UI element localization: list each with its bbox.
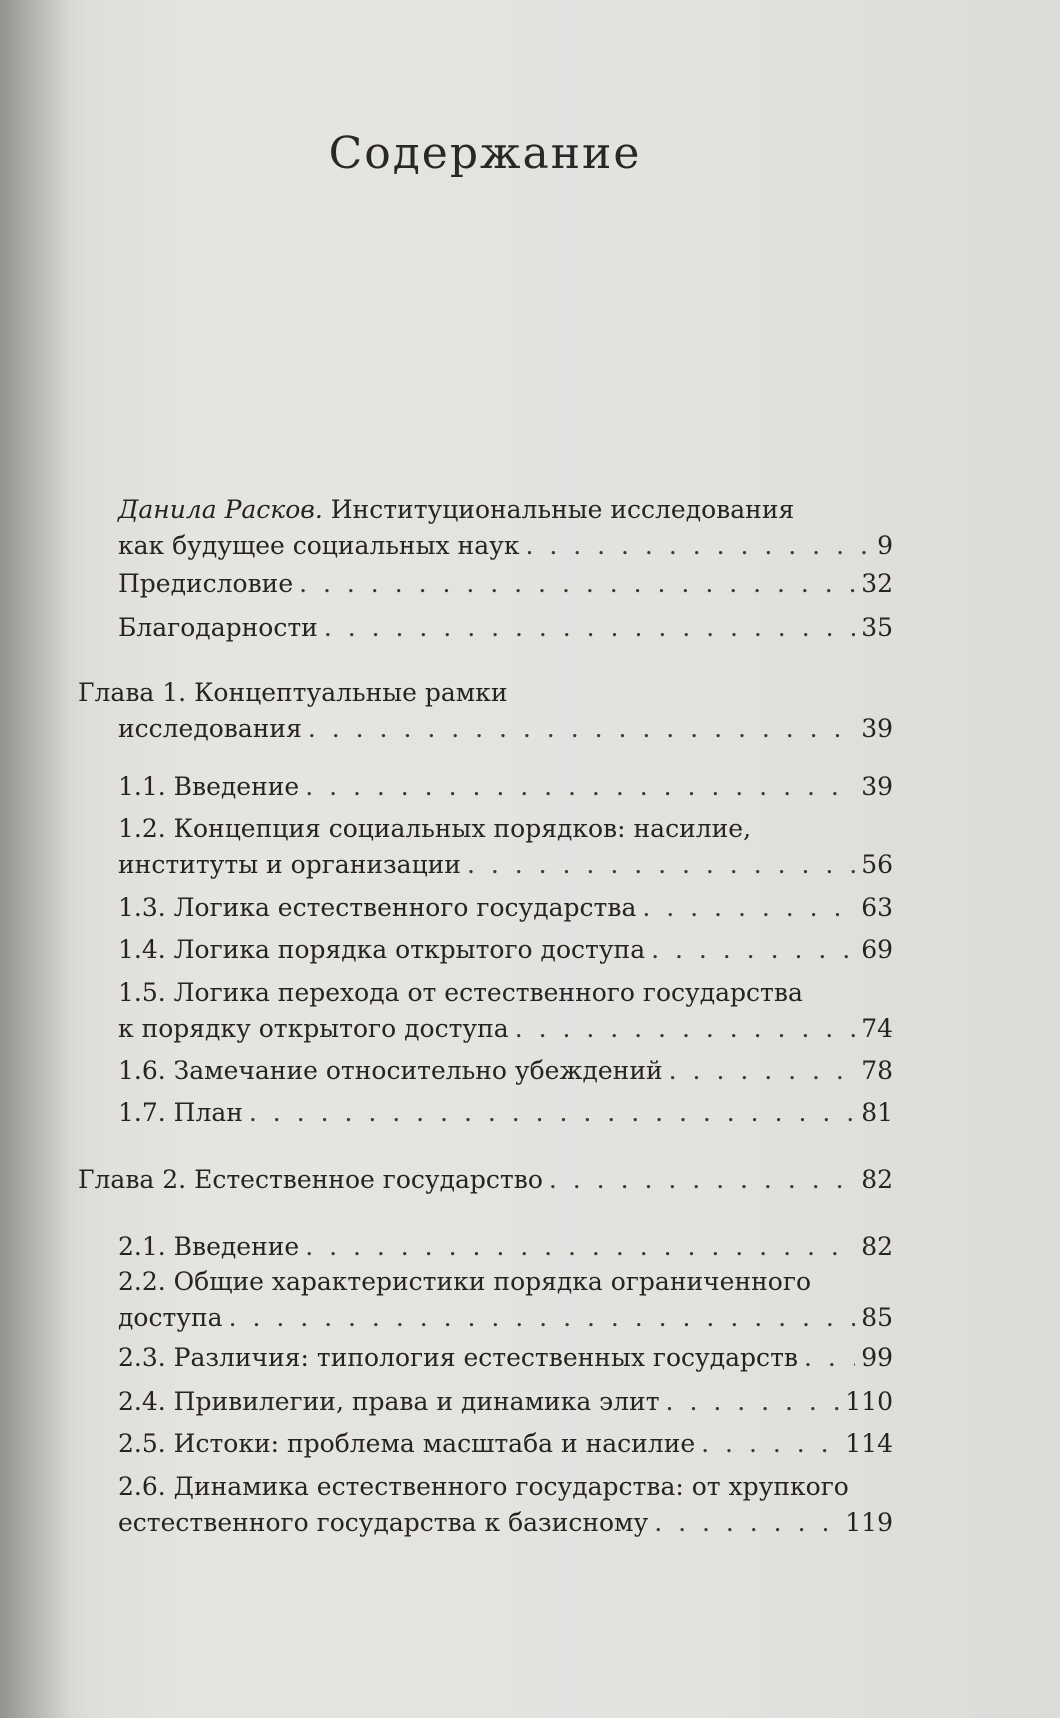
page-number: 74 [861, 1014, 893, 1043]
dot-leader [525, 528, 871, 564]
toc-section-2-2 [118, 1264, 893, 1336]
toc-section-1-6 [118, 1053, 893, 1089]
section-title: 2.4. Привилегии, права и динамика элит [118, 1387, 660, 1416]
section-title-line1: 1.2. Концепция социальных порядков: насилие, [118, 814, 752, 843]
dot-leader [305, 1229, 855, 1265]
dot-leader [229, 1300, 856, 1336]
section-title-line2: институты и организации [118, 850, 461, 879]
dot-leader [299, 566, 855, 602]
toc-chapter-1 [78, 675, 893, 747]
intro-author: Данила Расков. [118, 495, 323, 524]
entry-title: Благодарности [118, 613, 318, 642]
page-number: 110 [845, 1387, 893, 1416]
page-number: 35 [861, 613, 893, 642]
toc-entry-intro [118, 492, 893, 564]
page-number: 32 [861, 569, 893, 598]
toc-section-2-6 [118, 1469, 893, 1541]
chapter-title-line1: Глава 1. Концептуальные рамки [78, 678, 508, 707]
gutter-shadow [0, 0, 70, 1718]
dot-leader [654, 1505, 839, 1541]
toc-entry-preface [118, 566, 893, 602]
page-number: 85 [861, 1303, 893, 1332]
section-title-line1: 1.5. Логика перехода от естественного государства [118, 978, 803, 1007]
dot-leader [324, 610, 855, 646]
section-title: 2.5. Истоки: проблема масштаба и насилие [118, 1429, 696, 1458]
page-number: 39 [861, 772, 893, 801]
toc-section-1-2 [118, 811, 893, 883]
section-title: 2.1. Введение [118, 1232, 300, 1261]
dot-leader [651, 932, 855, 968]
dot-leader [701, 1426, 839, 1462]
section-title-line2: доступа [118, 1303, 223, 1332]
section-title-line1: 2.6. Динамика естественного государства: от хрупкого [118, 1472, 849, 1501]
toc-section-1-4 [118, 932, 893, 968]
page-number: 81 [861, 1098, 893, 1127]
page-number: 39 [861, 714, 893, 743]
page-number: 114 [845, 1429, 893, 1458]
toc-section-1-3 [118, 890, 893, 926]
page-title: Содержание [328, 128, 642, 179]
intro-title-line1: Институциональные исследования [330, 495, 795, 524]
toc-chapter-2 [78, 1162, 893, 1198]
page-number: 63 [861, 893, 893, 922]
toc-section-1-5 [118, 975, 893, 1047]
dot-leader [549, 1162, 855, 1198]
entry-title: Предисловие [118, 569, 294, 598]
section-title-line2: естественного государства к базисному [118, 1508, 649, 1537]
page-number: 82 [861, 1165, 893, 1194]
section-title: 1.7. План [118, 1098, 243, 1127]
section-title: 1.1. Введение [118, 772, 300, 801]
section-title-line2: к порядку открытого доступа [118, 1014, 509, 1043]
page-number: 82 [861, 1232, 893, 1261]
toc-entry-thanks [118, 610, 893, 646]
toc-section-2-3 [118, 1340, 893, 1376]
page-number: 9 [877, 531, 893, 560]
page-number: 78 [861, 1056, 893, 1085]
dot-leader [249, 1095, 855, 1131]
dot-leader [804, 1340, 855, 1376]
dot-leader [669, 1053, 856, 1089]
section-title: 1.6. Замечание относительно убеждений [118, 1056, 663, 1085]
section-title-line1: 2.2. Общие характеристики порядка ограниченного [118, 1267, 811, 1296]
intro-title-line2: как будущее социальных наук [118, 531, 520, 560]
dot-leader [666, 1384, 840, 1420]
dot-leader [308, 711, 855, 747]
dot-leader [305, 769, 855, 805]
toc-section-1-7 [118, 1095, 893, 1131]
chapter-title-line2: исследования [118, 714, 302, 743]
toc-section-2-4 [118, 1384, 893, 1420]
section-title: 2.3. Различия: типология естественных государств [118, 1343, 798, 1372]
page-number: 119 [845, 1508, 893, 1537]
page-number: 56 [861, 850, 893, 879]
chapter-title: Глава 2. Естественное государство [78, 1165, 543, 1194]
section-title: 1.4. Логика порядка открытого доступа [118, 935, 646, 964]
page-number: 99 [861, 1343, 893, 1372]
page-number: 69 [861, 935, 893, 964]
dot-leader [467, 847, 855, 883]
section-title: 1.3. Логика естественного государства [118, 893, 637, 922]
toc-section-1-1 [118, 769, 893, 805]
toc-section-2-5 [118, 1426, 893, 1462]
dot-leader [515, 1011, 856, 1047]
toc-section-2-1 [118, 1229, 893, 1265]
dot-leader [642, 890, 855, 926]
